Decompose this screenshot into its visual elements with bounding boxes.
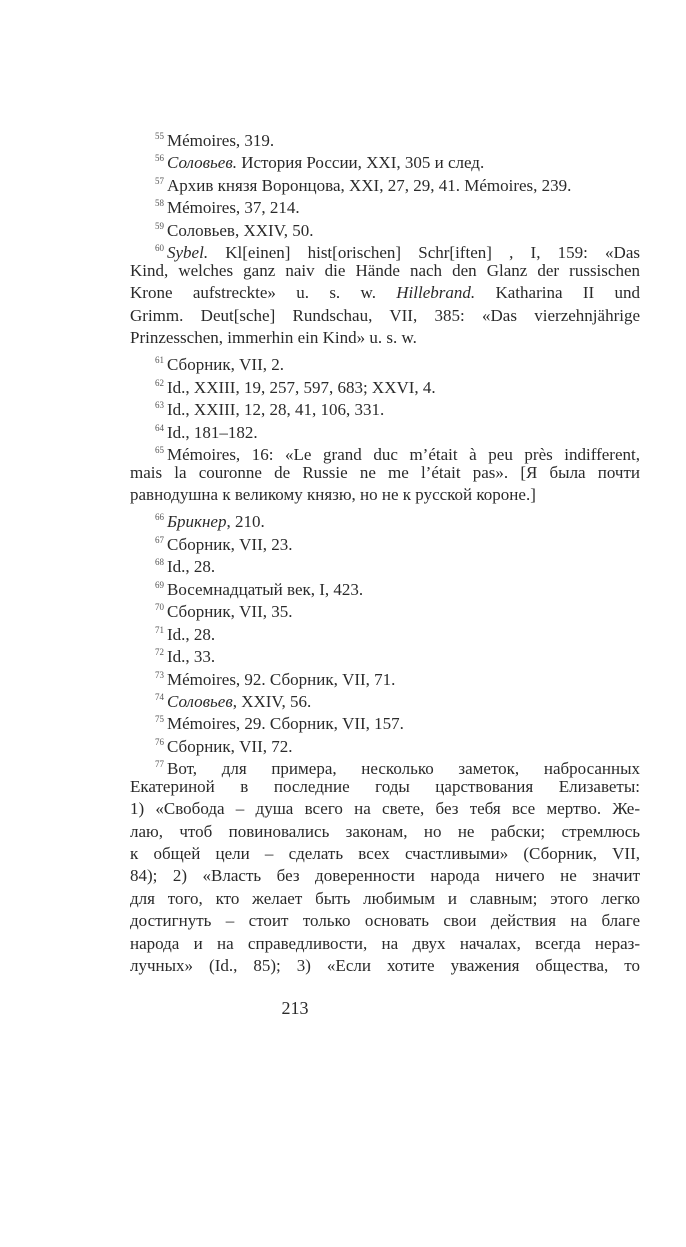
footnote-text: лаю, чтоб повиновались законам, но не рабски; стремлюсь bbox=[130, 821, 640, 841]
footnote-line bbox=[130, 551, 640, 577]
footnote-text: 84); 2) «Власть без доверенности народа ничего не значит bbox=[130, 866, 640, 886]
footnote-number: 67 bbox=[155, 534, 164, 545]
footnote-line bbox=[130, 282, 640, 304]
footnote-line bbox=[130, 753, 640, 779]
footnote-number: 71 bbox=[155, 624, 164, 635]
footnote-text: Katharina II und bbox=[475, 283, 640, 303]
footnote-text: для того, кто желает быть любимым и славным; этого легко bbox=[130, 888, 640, 908]
footnote-text: Id., 28. bbox=[167, 557, 216, 577]
footnote-text: Сборник, VII, 72. bbox=[167, 736, 293, 756]
footnote-line bbox=[130, 933, 640, 955]
footnote-text: , 210. bbox=[226, 512, 265, 532]
footnote-text: Id., 181–182. bbox=[167, 422, 258, 442]
italic-author-text: Sybel. bbox=[167, 243, 209, 263]
footnote-text: к общей цели – сделать всех счастливыми» (Сборник, VII, bbox=[130, 844, 640, 863]
footnote-line bbox=[130, 147, 640, 173]
footnote-number: 66 bbox=[155, 512, 164, 523]
footnote-line bbox=[130, 664, 640, 689]
footnote-number: 65 bbox=[155, 445, 164, 456]
footnote-text: , XXIV, 56. bbox=[232, 691, 312, 711]
footnote-line bbox=[130, 394, 640, 420]
footnote-text: Сборник, VII, 23. bbox=[167, 534, 293, 554]
footnote-text: История России, XXI, 305 и след. bbox=[236, 153, 485, 173]
footnote-number: 58 bbox=[155, 198, 164, 209]
footnote-text: достигнуть – стоит только основать свои действия на благе bbox=[130, 911, 640, 931]
footnote-number: 63 bbox=[155, 400, 164, 411]
footnote-line bbox=[130, 327, 640, 349]
footnote-text: Mémoires, 92. Сборник, VII, 71. bbox=[167, 669, 396, 689]
footnote-text: Вот, для примера, несколько заметок, набросанных bbox=[167, 759, 640, 779]
footnote-line bbox=[130, 349, 640, 375]
footnote-line bbox=[130, 843, 640, 865]
italic-author-text: Брикнер bbox=[167, 512, 227, 532]
footnote-line bbox=[130, 798, 640, 820]
footnote-number: 76 bbox=[155, 736, 164, 747]
footnote-number: 77 bbox=[155, 759, 164, 770]
footnote-number: 64 bbox=[155, 422, 164, 433]
footnote-text: Prinzesschen, immerhin ein Kind» u. s. w. bbox=[130, 327, 417, 347]
footnote-text: 1) «Свобода – душа всего на свете, без тебя все мертво. Же- bbox=[130, 799, 640, 819]
footnote-number: 72 bbox=[155, 647, 164, 658]
footnote-line bbox=[130, 462, 640, 484]
footnote-line bbox=[130, 237, 640, 263]
footnote-number: 74 bbox=[155, 691, 164, 702]
footnote-line bbox=[130, 372, 640, 397]
footnote-line bbox=[130, 619, 640, 644]
footnote-number: 73 bbox=[155, 669, 164, 680]
italic-author-text: Соловьев. bbox=[167, 153, 237, 173]
footnote-line bbox=[130, 260, 640, 282]
footnote-line bbox=[130, 731, 640, 756]
footnote-line bbox=[130, 865, 640, 887]
footnote-number: 68 bbox=[155, 557, 164, 568]
footnote-line bbox=[130, 125, 640, 150]
footnote-line bbox=[130, 192, 640, 218]
footnote-line bbox=[130, 821, 640, 843]
footnote-text: Архив князя Воронцова, XXI, 27, 29, 41. Mémoires, 239. bbox=[167, 175, 572, 195]
footnote-line bbox=[130, 708, 640, 734]
footnote-text: равнодушна к великому князю, но не к русской короне.] bbox=[130, 485, 536, 504]
footnote-line bbox=[130, 641, 640, 667]
footnote-line bbox=[130, 439, 640, 465]
footnote-text: Сборник, VII, 2. bbox=[167, 355, 284, 375]
footnote-line bbox=[130, 776, 640, 798]
italic-author-text: Hillebrand. bbox=[396, 283, 476, 303]
footnote-line bbox=[130, 574, 640, 599]
footnote-line bbox=[130, 215, 640, 240]
footnote-text: Екатериной в последние годы царствования Елизаветы: bbox=[130, 776, 640, 796]
footnote-line bbox=[130, 686, 640, 711]
footnote-number: 69 bbox=[155, 579, 164, 590]
footnote-line bbox=[130, 910, 640, 932]
footnote-text: народа и на справедливости, на двух началах, всегда нераз- bbox=[130, 933, 640, 953]
footnote-text: Соловьев, XXIV, 50. bbox=[167, 220, 314, 240]
footnote-line bbox=[130, 529, 640, 554]
footnote-text: Grimm. Deut[sche] Rundschau, VII, 385: «Das vierzehnjährige bbox=[130, 305, 640, 325]
footnote-line bbox=[130, 596, 640, 622]
footnote-text: Mémoires, 319. bbox=[167, 131, 275, 150]
footnote-number: 75 bbox=[155, 714, 164, 725]
footnote-text: Mémoires, 37, 214. bbox=[167, 198, 300, 218]
footnote-number: 56 bbox=[155, 153, 164, 164]
footnote-line bbox=[130, 484, 640, 506]
italic-author-text: Соловьев bbox=[167, 691, 233, 711]
footnote-text: Mémoires, 16: «Le grand duc m’était à peu près indifferent, bbox=[167, 445, 640, 465]
footnote-line bbox=[130, 417, 640, 442]
footnote-text: Kl[einen] hist[orischen] Schr[iften] , I, 159: «Das bbox=[208, 243, 640, 263]
footnote-number: 60 bbox=[155, 243, 164, 254]
footnote-number: 59 bbox=[155, 220, 164, 231]
footnote-text: Mémoires, 29. Сборник, VII, 157. bbox=[167, 714, 404, 734]
footnote-line bbox=[130, 170, 640, 195]
footnote-text: Id., 33. bbox=[167, 647, 216, 667]
footnote-number: 70 bbox=[155, 602, 164, 613]
footnote-text: Kind, welches ganz naiv die Hände nach den Glanz der russischen bbox=[130, 260, 640, 280]
footnote-number: 62 bbox=[155, 377, 164, 388]
footnote-text: лучных» (Id., 85); 3) «Если хотите уважения общества, то bbox=[130, 956, 640, 976]
footnotes-block bbox=[130, 125, 640, 978]
footnote-number: 55 bbox=[155, 131, 164, 141]
footnote-number: 61 bbox=[155, 355, 164, 366]
footnote-line bbox=[130, 506, 640, 532]
footnote-text: Сборник, VII, 35. bbox=[167, 602, 293, 622]
footnote-line bbox=[130, 955, 640, 977]
footnote-text: Id., 28. bbox=[167, 624, 216, 644]
page-number: 213 bbox=[281, 998, 309, 1018]
footnote-line bbox=[130, 888, 640, 910]
footnote-text: Id., XXIII, 19, 257, 597, 683; XXVI, 4. bbox=[167, 377, 436, 397]
footnote-text: Id., XXIII, 12, 28, 41, 106, 331. bbox=[167, 400, 385, 420]
footnote-text: Восемнадцатый век, I, 423. bbox=[167, 579, 364, 599]
footnote-line bbox=[130, 305, 640, 327]
footnote-text: Krone aufstreckte» u. s. w. bbox=[130, 283, 397, 303]
footnote-number: 57 bbox=[155, 175, 164, 186]
footnote-text: mais la couronne de Russie ne me l’était pas». [Я была почти bbox=[130, 462, 640, 482]
